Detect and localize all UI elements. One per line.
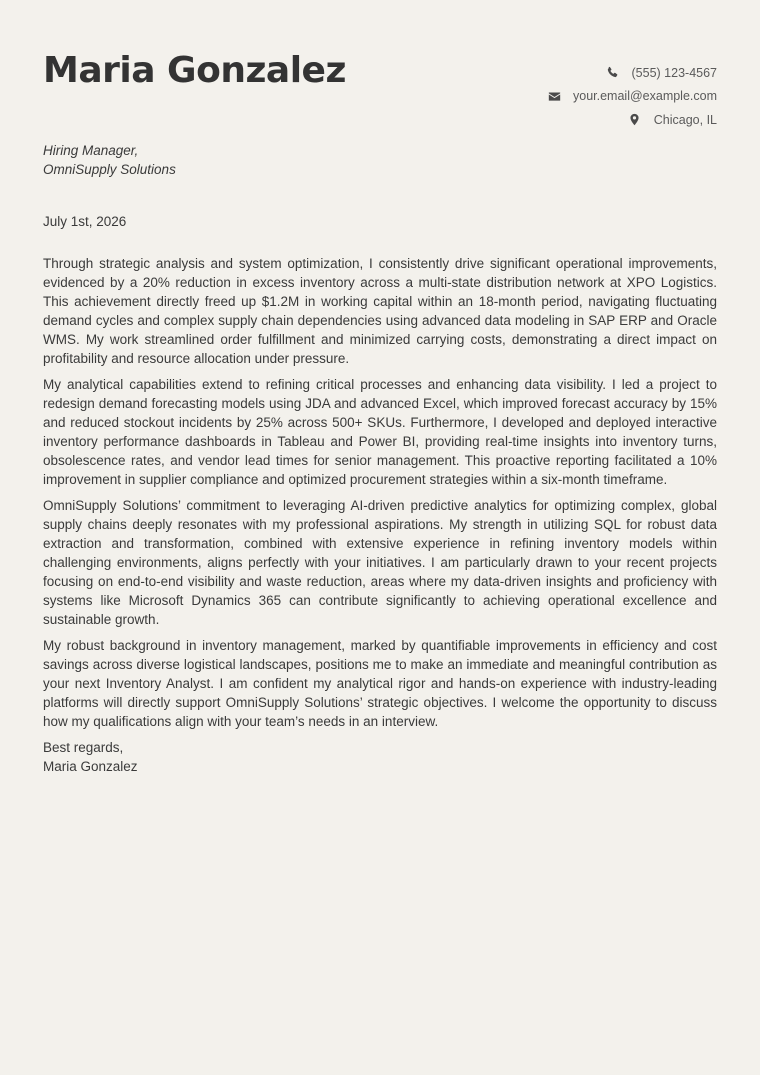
body-paragraph: OmniSupply Solutions’ commitment to leveraging AI-driven predictive analytics for optimizing complex, global supply chains deeply resonates with my professional aspirations. My strength in utilizing SQL for robust data extraction and transformation, combined with extensive experience in refining inventory models within challenging environments, aligns perfectly with your initiatives. I am particularly drawn to your recent projects focusing on end-to-end visibility and waste reduction, areas where my data-driven insights and proficiency with systems like Microsoft Dynamics 365 can contribute significantly to achieving operational excellence and sustainable growth.	[43, 498, 717, 627]
closing-block	[43, 738, 717, 776]
map-pin-icon	[628, 113, 642, 127]
body-paragraph: My robust background in inventory management, marked by quantifiable improvements in efficiency and cost savings across diverse logistical landscapes, positions me to make an immediate and meaningful contribution as your next Inventory Analyst. I am confident my analytical rigor and hands-on experience with industry-leading platforms will directly support OmniSupply Solutions’ strategic objectives. I welcome the opportunity to discuss how my qualifications align with your team’s needs in an interview.	[43, 638, 717, 729]
applicant-name: Maria Gonzalez	[43, 50, 346, 91]
closing-salutation: Best regards,	[43, 740, 124, 755]
recipient-title: Hiring Manager,	[43, 143, 139, 158]
body-paragraph: My analytical capabilities extend to refining critical processes and enhancing data visibility. I led a project to redesign demand forecasting models using JDA and advanced Excel, which improved forecast accuracy by 15% and reduced stockout incidents by 25% across 500+ SKUs. Furthermore, I developed and deployed interactive inventory performance dashboards in Tableau and Power BI, providing real-time insights into inventory turns, obsolescence rates, and vendor lead times for senior management. This proactive reporting facilitated a 10% improvement in supplier compliance and optimized procurement strategies within a six-month timeframe.	[43, 377, 717, 487]
letter-date: July 1st, 2026	[43, 214, 127, 229]
closing-signature: Maria Gonzalez	[43, 759, 138, 774]
envelope-icon	[547, 89, 561, 103]
contact-info	[547, 61, 717, 132]
recipient-block	[43, 141, 176, 179]
phone-icon	[606, 66, 620, 80]
recipient-company: OmniSupply Solutions	[43, 162, 176, 177]
email-text: your.email@example.com	[573, 89, 717, 104]
contact-location	[547, 108, 717, 132]
body-paragraph: Through strategic analysis and system optimization, I consistently drive significant operational improvements, evidenced by a 20% reduction in excess inventory across a multi-state distribution network at XPO Logistics. This achievement directly freed up $1.2M in working capital within an 18-month period, navigating fluctuating demand cycles and complex supply chain dependencies using advanced data modeling in SAP ERP and Oracle WMS. My work streamlined order fulfillment and minimized carrying costs, demonstrating a direct impact on profitability and resource allocation under pressure.	[43, 256, 717, 366]
contact-email	[547, 85, 717, 109]
phone-text: (555) 123-4567	[631, 65, 717, 80]
location-text: Chicago, IL	[653, 112, 717, 127]
letter-body	[43, 254, 717, 776]
contact-phone	[547, 61, 717, 85]
